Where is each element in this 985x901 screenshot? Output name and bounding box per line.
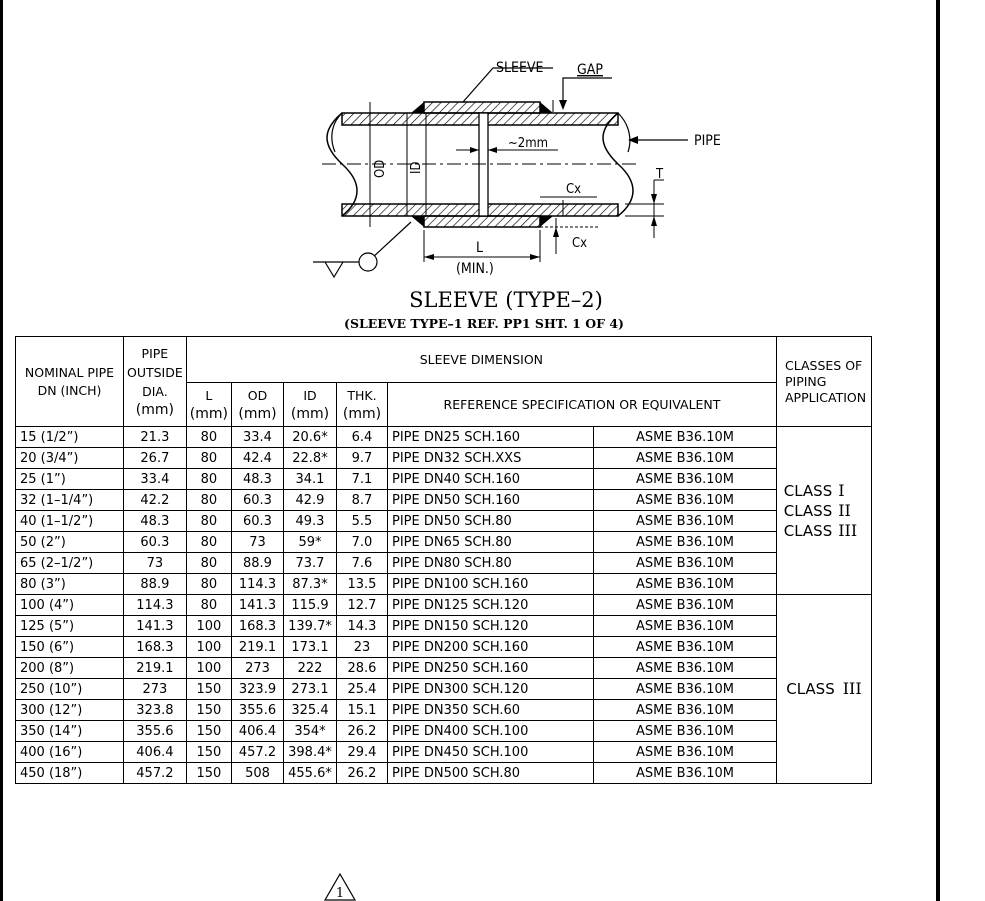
sleeve-id-cell: 455.6*: [283, 763, 336, 784]
header-thk: [336, 383, 387, 427]
ref-spec-cell: PIPE DN450 SCH.100: [387, 742, 593, 763]
pipe-od-cell: 141.3: [124, 616, 187, 637]
ref-spec-cell: PIPE DN40 SCH.160: [387, 469, 593, 490]
ref-spec-cell: PIPE DN25 SCH.160: [387, 427, 593, 448]
header-ref-spec: REFERENCE SPECIFICATION OR EQUIVALENT: [387, 383, 776, 427]
sleeve-od-cell: 88.9: [231, 553, 283, 574]
header-pipe-line1: PIPE: [141, 345, 169, 361]
sleeve-thk-cell: 26.2: [336, 721, 387, 742]
table-row: [16, 637, 872, 658]
nominal-cell: 400 (16”): [16, 742, 124, 763]
sleeve-thk-cell: 12.7: [336, 595, 387, 616]
sleeve-id-cell: 59*: [283, 532, 336, 553]
sleeve-l-cell: 80: [186, 511, 231, 532]
table-row: [16, 532, 872, 553]
table-row: [16, 658, 872, 679]
header-classes-line2: PIPING: [784, 373, 827, 389]
nominal-cell: 200 (8”): [16, 658, 124, 679]
standard-cell: ASME B36.10M: [593, 721, 776, 742]
table-row: [16, 574, 872, 595]
ref-spec-cell: PIPE DN125 SCH.120: [387, 595, 593, 616]
sleeve-od-cell: 355.6: [231, 700, 283, 721]
header-pipe-line2: OUTSIDE: [127, 364, 183, 380]
sleeve-od-cell: 73: [231, 532, 283, 553]
ref-spec-cell: PIPE DN150 SCH.120: [387, 616, 593, 637]
header-od-unit: (mm): [238, 405, 277, 422]
sleeve-od-cell: 48.3: [231, 469, 283, 490]
ref-spec-cell: PIPE DN250 SCH.160: [387, 658, 593, 679]
standard-cell: ASME B36.10M: [593, 532, 776, 553]
sleeve-thk-cell: 13.5: [336, 574, 387, 595]
revision-number: 1: [335, 886, 345, 901]
nominal-cell: 250 (10”): [16, 679, 124, 700]
standard-cell: ASME B36.10M: [593, 637, 776, 658]
sleeve-od-cell: 457.2: [231, 742, 283, 763]
table-row: [16, 616, 872, 637]
sleeve-thk-cell: 5.5: [336, 511, 387, 532]
pipe-od-cell: 273: [124, 679, 187, 700]
sleeve-l-cell: 80: [186, 553, 231, 574]
standard-cell: ASME B36.10M: [593, 511, 776, 532]
header-nominal-pipe: [16, 337, 124, 427]
sleeve-l-cell: 100: [186, 658, 231, 679]
id-label: ID: [409, 161, 424, 174]
header-l: [186, 383, 231, 427]
sleeve-od-cell: 42.4: [231, 448, 283, 469]
pipe-od-cell: 42.2: [124, 490, 187, 511]
sleeve-bottom: [424, 216, 540, 227]
sleeve-id-cell: 87.3*: [283, 574, 336, 595]
nominal-cell: 40 (1–1/2”): [16, 511, 124, 532]
ref-spec-cell: PIPE DN80 SCH.80: [387, 553, 593, 574]
sleeve-od-cell: 60.3: [231, 490, 283, 511]
header-classes-line3: APPLICATION: [784, 389, 867, 405]
sleeve-id-cell: 354*: [283, 721, 336, 742]
nominal-cell: 350 (14”): [16, 721, 124, 742]
weld-top-right: [540, 102, 553, 113]
ref-spec-cell: PIPE DN400 SCH.100: [387, 721, 593, 742]
nominal-cell: 125 (5”): [16, 616, 124, 637]
pipe-od-cell: 323.8: [124, 700, 187, 721]
sleeve-id-cell: 49.3: [283, 511, 336, 532]
weld-bottom-right: [540, 216, 553, 227]
pipe-od-cell: 457.2: [124, 763, 187, 784]
gap-label: GAP: [577, 62, 603, 78]
sleeve-thk-cell: 14.3: [336, 616, 387, 637]
standard-cell: ASME B36.10M: [593, 574, 776, 595]
table-row: [16, 490, 872, 511]
sleeve-l-cell: 80: [186, 448, 231, 469]
standard-cell: ASME B36.10M: [593, 658, 776, 679]
cx-top-label: Cx: [566, 182, 582, 197]
weld-bottom-left: [411, 216, 424, 227]
sleeve-top: [424, 102, 540, 113]
class-numeral: I: [838, 480, 845, 500]
sleeve-l-cell: 80: [186, 574, 231, 595]
sleeve-thk-cell: 23: [336, 637, 387, 658]
nominal-cell: 25 (1”): [16, 469, 124, 490]
table-row: [16, 595, 872, 616]
sleeve-id-cell: 20.6*: [283, 427, 336, 448]
header-od: [231, 383, 283, 427]
revision-triangle: [323, 872, 357, 901]
nominal-cell: 65 (2–1/2”): [16, 553, 124, 574]
sleeve-thk-cell: 7.6: [336, 553, 387, 574]
ref-spec-cell: PIPE DN300 SCH.120: [387, 679, 593, 700]
standard-cell: ASME B36.10M: [593, 427, 776, 448]
table-row: [16, 742, 872, 763]
sleeve-id-cell: 222: [283, 658, 336, 679]
ref-spec-cell: PIPE DN65 SCH.80: [387, 532, 593, 553]
ref-spec-cell: PIPE DN32 SCH.XXS: [387, 448, 593, 469]
class-word: CLASS: [783, 521, 833, 540]
pipe-od-cell: 168.3: [124, 637, 187, 658]
sleeve-id-cell: 173.1: [283, 637, 336, 658]
header-nominal-line1: NOMINAL PIPE: [24, 364, 115, 380]
standard-cell: ASME B36.10M: [593, 469, 776, 490]
table-row: [16, 511, 872, 532]
sleeve-l-cell: 80: [186, 427, 231, 448]
thickness-label: T: [656, 167, 664, 182]
sleeve-od-cell: 273: [231, 658, 283, 679]
od-label: OD: [373, 159, 388, 178]
sleeve-id-cell: 273.1: [283, 679, 336, 700]
nominal-cell: 450 (18”): [16, 763, 124, 784]
sleeve-id-cell: 22.8*: [283, 448, 336, 469]
pipe-od-cell: 73: [124, 553, 187, 574]
class-numeral: III: [838, 520, 858, 540]
sleeve-od-cell: 60.3: [231, 511, 283, 532]
standard-cell: ASME B36.10M: [593, 490, 776, 511]
pipe-od-cell: 355.6: [124, 721, 187, 742]
sleeve-thk-cell: 25.4: [336, 679, 387, 700]
header-l-name: L: [205, 387, 213, 403]
sleeve-thk-cell: 29.4: [336, 742, 387, 763]
ref-spec-cell: PIPE DN50 SCH.80: [387, 511, 593, 532]
sleeve-thk-cell: 9.7: [336, 448, 387, 469]
sleeve-l-cell: 80: [186, 469, 231, 490]
sleeve-l-cell: 150: [186, 721, 231, 742]
ref-spec-cell: PIPE DN500 SCH.80: [387, 763, 593, 784]
sleeve-l-cell: 100: [186, 616, 231, 637]
header-id-unit: (mm): [290, 405, 330, 422]
pipe-od-cell: 114.3: [124, 595, 187, 616]
standard-cell: ASME B36.10M: [593, 700, 776, 721]
sleeve-od-cell: 219.1: [231, 637, 283, 658]
nominal-cell: 50 (2”): [16, 532, 124, 553]
header-thk-name: THK.: [347, 387, 377, 403]
sleeve-od-cell: 141.3: [231, 595, 283, 616]
sleeve-id-cell: 115.9: [283, 595, 336, 616]
length-label: L: [476, 240, 484, 256]
sleeve-id-cell: 42.9: [283, 490, 336, 511]
class-group-2: [776, 595, 871, 784]
header-pipe-line4: (mm): [135, 401, 174, 418]
pipe-od-cell: 21.3: [124, 427, 187, 448]
class-word: CLASS: [783, 481, 833, 500]
nominal-cell: 300 (12”): [16, 700, 124, 721]
sleeve-label: SLEEVE: [496, 60, 544, 76]
sleeve-thk-cell: 26.2: [336, 763, 387, 784]
pipe-od-cell: 26.7: [124, 448, 187, 469]
nominal-cell: 100 (4”): [16, 595, 124, 616]
ref-spec-cell: PIPE DN200 SCH.160: [387, 637, 593, 658]
sleeve-od-cell: 33.4: [231, 427, 283, 448]
ref-spec-cell: PIPE DN50 SCH.160: [387, 490, 593, 511]
sleeve-thk-cell: 15.1: [336, 700, 387, 721]
table-row: [16, 700, 872, 721]
class-numeral: III: [842, 679, 862, 698]
nominal-cell: 80 (3”): [16, 574, 124, 595]
pipe-od-cell: 48.3: [124, 511, 187, 532]
sleeve-l-cell: 150: [186, 742, 231, 763]
sleeve-l-cell: 150: [186, 700, 231, 721]
table-row: [16, 553, 872, 574]
sleeve-dimension-table: [15, 336, 872, 784]
sleeve-thk-cell: 28.6: [336, 658, 387, 679]
ref-spec-cell: PIPE DN100 SCH.160: [387, 574, 593, 595]
header-od-name: OD: [247, 387, 268, 403]
standard-cell: ASME B36.10M: [593, 742, 776, 763]
sleeve-thk-cell: 7.1: [336, 469, 387, 490]
min-label: (MIN.): [456, 261, 494, 277]
sleeve-thk-cell: 8.7: [336, 490, 387, 511]
pipe-od-cell: 33.4: [124, 469, 187, 490]
header-id-name: ID: [303, 387, 317, 403]
header-nominal-line2: DN (INCH): [37, 382, 102, 398]
header-classes: [776, 337, 871, 427]
standard-cell: ASME B36.10M: [593, 763, 776, 784]
sleeve-l-cell: 150: [186, 679, 231, 700]
standard-cell: ASME B36.10M: [593, 679, 776, 700]
sleeve-l-cell: 100: [186, 637, 231, 658]
nominal-cell: 15 (1/2”): [16, 427, 124, 448]
sleeve-id-cell: 398.4*: [283, 742, 336, 763]
sleeve-id-cell: 325.4: [283, 700, 336, 721]
table-row: [16, 721, 872, 742]
class-numeral: II: [838, 500, 851, 520]
sleeve-l-cell: 80: [186, 532, 231, 553]
table-row: [16, 427, 872, 448]
sleeve-l-cell: 80: [186, 490, 231, 511]
cx-bottom-label: Cx: [572, 236, 588, 251]
header-l-unit: (mm): [189, 405, 228, 422]
header-pipe-line3: DIA.: [142, 383, 168, 399]
standard-cell: ASME B36.10M: [593, 553, 776, 574]
nominal-cell: 20 (3/4”): [16, 448, 124, 469]
header-sleeve-dimension: SLEEVE DIMENSION: [186, 337, 776, 383]
pipe-label: PIPE: [694, 133, 721, 149]
nominal-cell: 150 (6”): [16, 637, 124, 658]
table-row: [16, 763, 872, 784]
standard-cell: ASME B36.10M: [593, 595, 776, 616]
table-row: [16, 448, 872, 469]
pipe-od-cell: 60.3: [124, 532, 187, 553]
sleeve-l-cell: 150: [186, 763, 231, 784]
pipe-od-cell: 406.4: [124, 742, 187, 763]
standard-cell: ASME B36.10M: [593, 448, 776, 469]
sleeve-od-cell: 168.3: [231, 616, 283, 637]
sleeve-od-cell: 508: [231, 763, 283, 784]
sleeve-od-cell: 323.9: [231, 679, 283, 700]
drawing-subtitle: (SLEEVE TYPE–1 REF. PP1 SHT. 1 OF 4): [344, 316, 624, 331]
weld-symbol: [313, 222, 411, 277]
class-word: CLASS: [786, 680, 835, 698]
pipe-od-cell: 219.1: [124, 658, 187, 679]
header-classes-line1: CLASSES OF: [784, 357, 863, 373]
header-thk-unit: (mm): [342, 405, 382, 422]
class-group-1: [776, 427, 871, 595]
table-row: [16, 679, 872, 700]
class-line: [780, 501, 868, 521]
class-line: [780, 481, 868, 501]
sleeve-id-cell: 139.7*: [283, 616, 336, 637]
table-row: [16, 469, 872, 490]
standard-cell: ASME B36.10M: [593, 616, 776, 637]
sleeve-id-cell: 34.1: [283, 469, 336, 490]
sleeve-l-cell: 80: [186, 595, 231, 616]
pipe-od-cell: 88.9: [124, 574, 187, 595]
ref-spec-cell: PIPE DN350 SCH.60: [387, 700, 593, 721]
header-id: [283, 383, 336, 427]
sleeve-thk-cell: 6.4: [336, 427, 387, 448]
drawing-title: SLEEVE (TYPE–2): [409, 288, 603, 312]
weld-top-left: [411, 102, 424, 113]
header-pipe-od: [124, 337, 187, 427]
sleeve-id-cell: 73.7: [283, 553, 336, 574]
sleeve-od-cell: 406.4: [231, 721, 283, 742]
gap-dim-label: ~2mm: [508, 136, 549, 151]
class-word: CLASS: [783, 501, 833, 520]
nominal-cell: 32 (1–1/4”): [16, 490, 124, 511]
class-line: [780, 521, 868, 541]
table-body: [16, 427, 872, 784]
sleeve-thk-cell: 7.0: [336, 532, 387, 553]
sleeve-od-cell: 114.3: [231, 574, 283, 595]
